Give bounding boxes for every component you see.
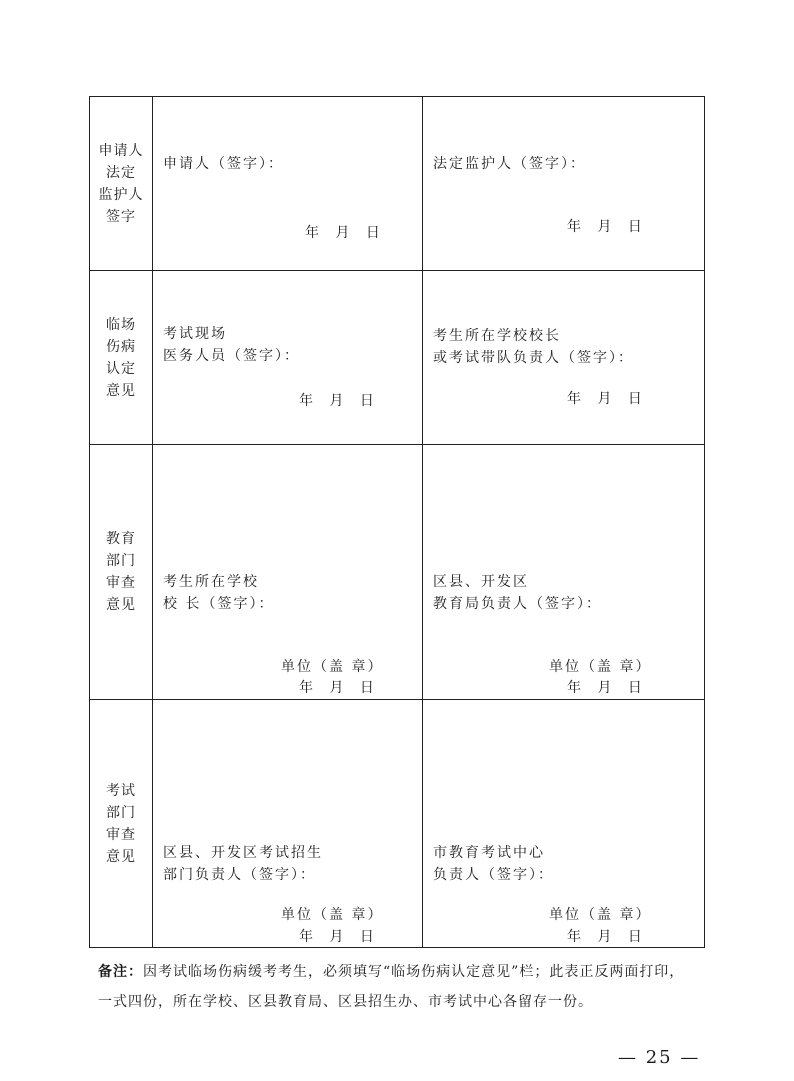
signature-caption: 区县、开发区 教育局负责人（签字）： xyxy=(433,574,602,612)
row-label: 申请人 法定 监护人 签字 xyxy=(98,142,144,225)
guardian-signature-cell[interactable] xyxy=(423,97,705,271)
row-label-cell xyxy=(90,700,153,948)
school-principal-signature-cell[interactable] xyxy=(153,445,423,700)
district-education-signature-cell[interactable] xyxy=(423,445,705,700)
date-line: 年 月 日 xyxy=(299,393,374,409)
signature-caption: 申请人（签字）： xyxy=(163,156,284,172)
signature-caption: 区县、开发区考试招生 部门负责人（签字）： xyxy=(163,845,323,883)
footnote xyxy=(98,957,698,1017)
footnote-text: 因考试临场伤病缓考考生，必须填写“临场伤病认定意见”栏；此表正反两面打印，一式四份，所在学校、区县教育局、区县招生办、市考试中心各留存一份。 xyxy=(98,964,685,1010)
date-line: 年 月 日 xyxy=(567,391,642,407)
row-label: 考试 部门 审查 意见 xyxy=(106,782,136,865)
date-line: 年 月 日 xyxy=(567,929,642,945)
page-number: — 25 — xyxy=(618,1047,701,1068)
date-line: 年 月 日 xyxy=(567,219,642,235)
signature-caption: 市教育考试中心 负责人（签字）： xyxy=(433,845,554,883)
date-line: 年 月 日 xyxy=(299,929,374,945)
signature-caption: 考试现场 医务人员（签字）： xyxy=(163,326,300,364)
applicant-signature-row xyxy=(90,97,705,271)
row-label-cell xyxy=(90,97,153,271)
unit-stamp-line: 单位（盖 章） xyxy=(281,907,384,923)
exam-department-review-row xyxy=(90,700,705,948)
medical-staff-signature-cell[interactable] xyxy=(153,271,423,445)
exam-center-signature-cell[interactable] xyxy=(423,700,705,948)
row-label-cell xyxy=(90,271,153,445)
signature-caption: 法定监护人（签字）： xyxy=(433,156,586,172)
unit-stamp-line: 单位（盖 章） xyxy=(281,659,384,675)
signature-form-table xyxy=(89,96,705,948)
date-line: 年 月 日 xyxy=(305,225,380,241)
unit-stamp-line: 单位（盖 章） xyxy=(549,659,652,675)
signature-caption: 考生所在学校 校 长（签字）： xyxy=(163,574,275,612)
footnote-label: 备注： xyxy=(98,964,143,980)
district-admissions-signature-cell[interactable] xyxy=(153,700,423,948)
date-line: 年 月 日 xyxy=(567,680,642,696)
education-review-row xyxy=(90,445,705,700)
row-label: 教育 部门 审查 意见 xyxy=(106,531,136,613)
date-line: 年 月 日 xyxy=(299,680,374,696)
illness-determination-row xyxy=(90,271,705,445)
signature-caption: 考生所在学校校长 或考试带队负责人（签字）： xyxy=(433,328,634,366)
row-label: 临场 伤病 认定 意见 xyxy=(106,316,136,399)
principal-signature-cell[interactable] xyxy=(423,271,705,445)
applicant-signature-cell[interactable] xyxy=(153,97,423,271)
row-label-cell xyxy=(90,445,153,700)
unit-stamp-line: 单位（盖 章） xyxy=(549,907,652,923)
